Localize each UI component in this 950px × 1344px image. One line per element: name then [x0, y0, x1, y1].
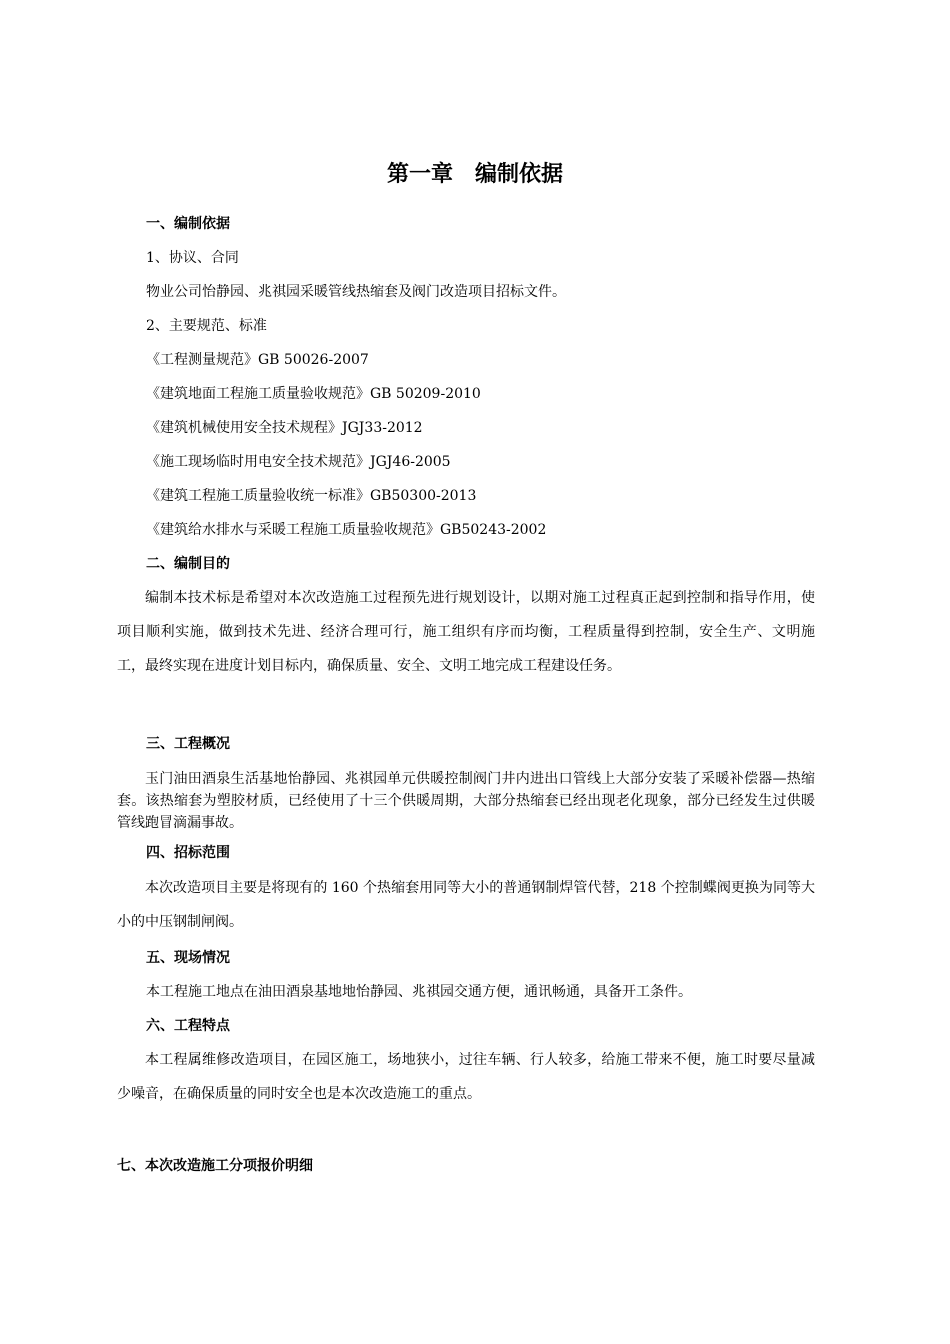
standard-item: 《施工现场临时用电安全技术规范》JGJ46-2005	[146, 454, 451, 470]
item-text-agreement: 物业公司怡静园、兆祺园采暖管线热缩套及阀门改造项目招标文件。	[146, 284, 566, 300]
section-heading-features: 六、工程特点	[146, 1018, 230, 1034]
chapter-title: 第一章 编制依据	[386, 162, 563, 187]
section-text-features: 本工程属维修改造项目，在园区施工，场地狭小，过往车辆、行人较多，给施工带来不便，施工时要尽量减少噪音，在确保质量的同时安全也是本次改造施工的重点。	[117, 1052, 815, 1102]
standard-item: 《建筑给水排水与采暖工程施工质量验收规范》GB50243-2002	[146, 522, 547, 538]
item-label-standards: 2、主要规范、标准	[146, 318, 267, 334]
section-heading-scope: 四、招标范围	[146, 845, 230, 861]
section-text-scope: 本次改造项目主要是将现有的 160 个热缩套用同等大小的普通钢制焊管代替，218 个控制蝶阀更换为同等大小的中压钢制闸阀。	[117, 880, 815, 930]
section-text-overview: 玉门油田酒泉生活基地怡静园、兆祺园单元供暖控制阀门井内进出口管线上大部分安装了采暖补偿器—热缩套。该热缩套为塑胶材质，已经使用了十三个供暖周期，大部分热缩套已经出现老化现象，部分已经发生过供暖管线跑冒滴漏事故。	[117, 771, 815, 831]
standard-item: 《工程测量规范》GB 50026-2007	[146, 352, 369, 368]
section-heading-overview: 三、工程概况	[146, 736, 230, 752]
section-heading-site: 五、现场情况	[146, 950, 230, 966]
standard-item: 《建筑地面工程施工质量验收规范》GB 50209-2010	[146, 386, 481, 402]
standard-item: 《建筑机械使用安全技术规程》JGJ33-2012	[146, 420, 423, 436]
section-text-purpose: 编制本技术标是希望对本次改造施工过程预先进行规划设计，以期对施工过程真正起到控制和指导作用，使项目顺利实施，做到技术先进、经济合理可行，施工组织有序而均衡，工程质量得到控制，安全生产、文明施工，最终实现在进度计划目标内，确保质量、安全、文明工地完成工程建设任务。	[117, 590, 815, 674]
section-text-site: 本工程施工地点在油田酒泉基地地怡静园、兆祺园交通方便，通讯畅通，具备开工条件。	[146, 984, 692, 1000]
standard-item: 《建筑工程施工质量验收统一标准》GB50300-2013	[146, 488, 477, 504]
section-heading-purpose: 二、编制目的	[146, 556, 230, 572]
section-heading-quotation: 七、本次改造施工分项报价明细	[117, 1158, 313, 1174]
section-heading-basis: 一、编制依据	[146, 216, 230, 232]
item-label-agreement: 1、协议、合同	[146, 250, 239, 266]
